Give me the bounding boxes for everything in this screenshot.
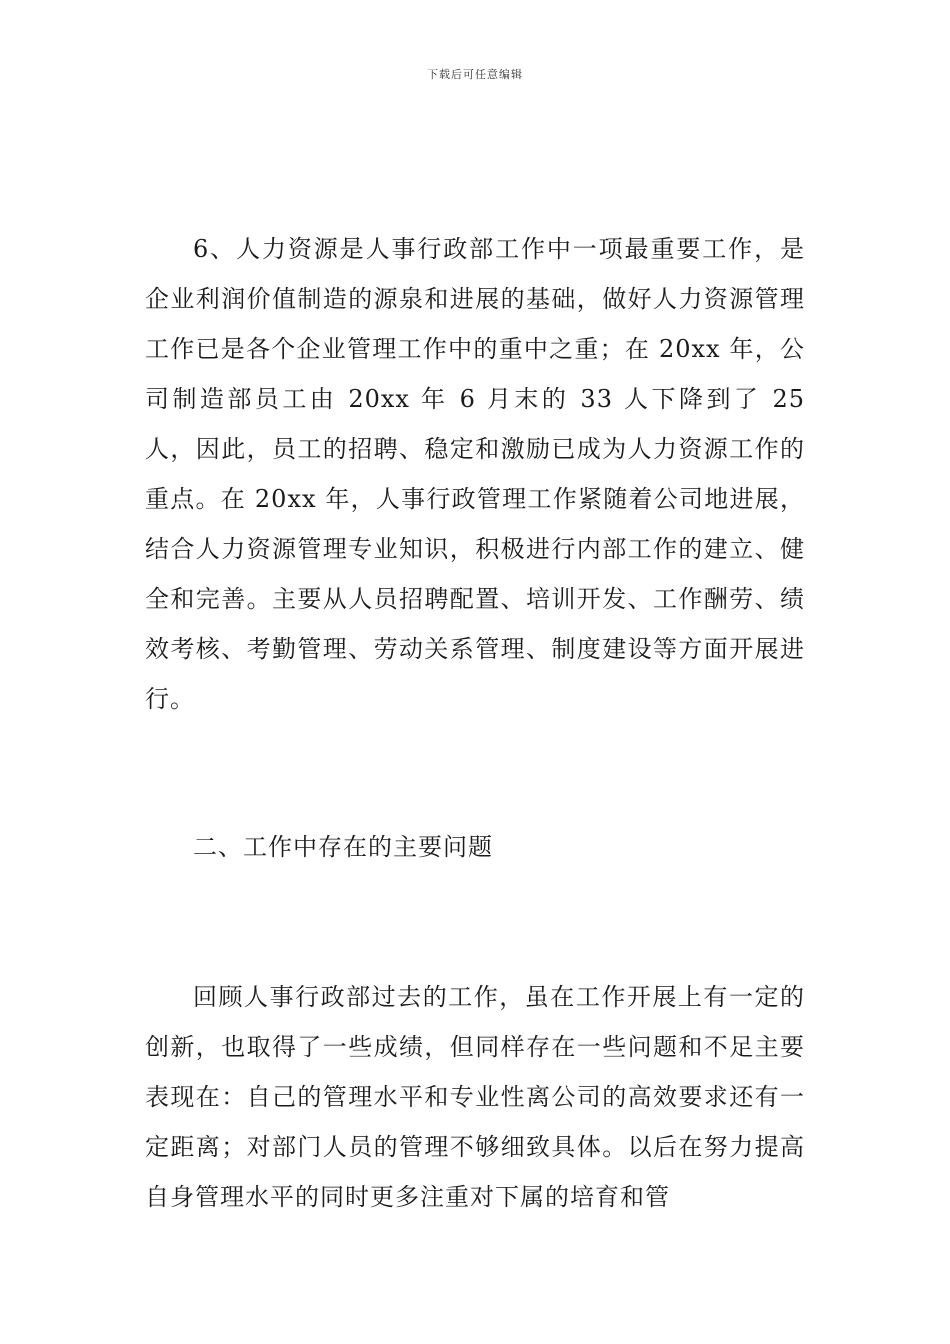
- page-header: 下载后可任意编辑: [427, 68, 523, 81]
- section-heading: 二、工作中存在的主要问题: [193, 833, 493, 861]
- body-paragraph: 回顾人事行政部过去的工作，虽在工作开展上有一定的创新，也取得了一些成绩，但同样存在一些问题和不足主要表现在：自己的管理水平和专业性离公司的高效要求还有一定距离；对部门人员的管理不够细致具体。以后在努力提高自身管理水平的同时更多注重对下属的培育和管: [145, 983, 805, 1211]
- body-paragraph: 6、人力资源是人事行政部工作中一项最重要工作，是企业利润价值制造的源泉和进展的基础，做好人力资源管理工作已是各个企业管理工作中的重中之重；在 20xx 年，公司制造部员工由 20xx 年 6 月末的 33 人下降到了 25 人，因此，员工的招聘、稳定和激励已成为人力资源工作的重点。在 20xx 年，人事行政管理工作紧随着公司地进展，结合人力资源管理专业知识，积极进行内部工作的建立、健全和完善。主要从人员招聘配置、培训开发、工作酬劳、绩效考核、考勤管理、劳动关系管理、制度建设等方面开展进行。: [145, 235, 805, 713]
